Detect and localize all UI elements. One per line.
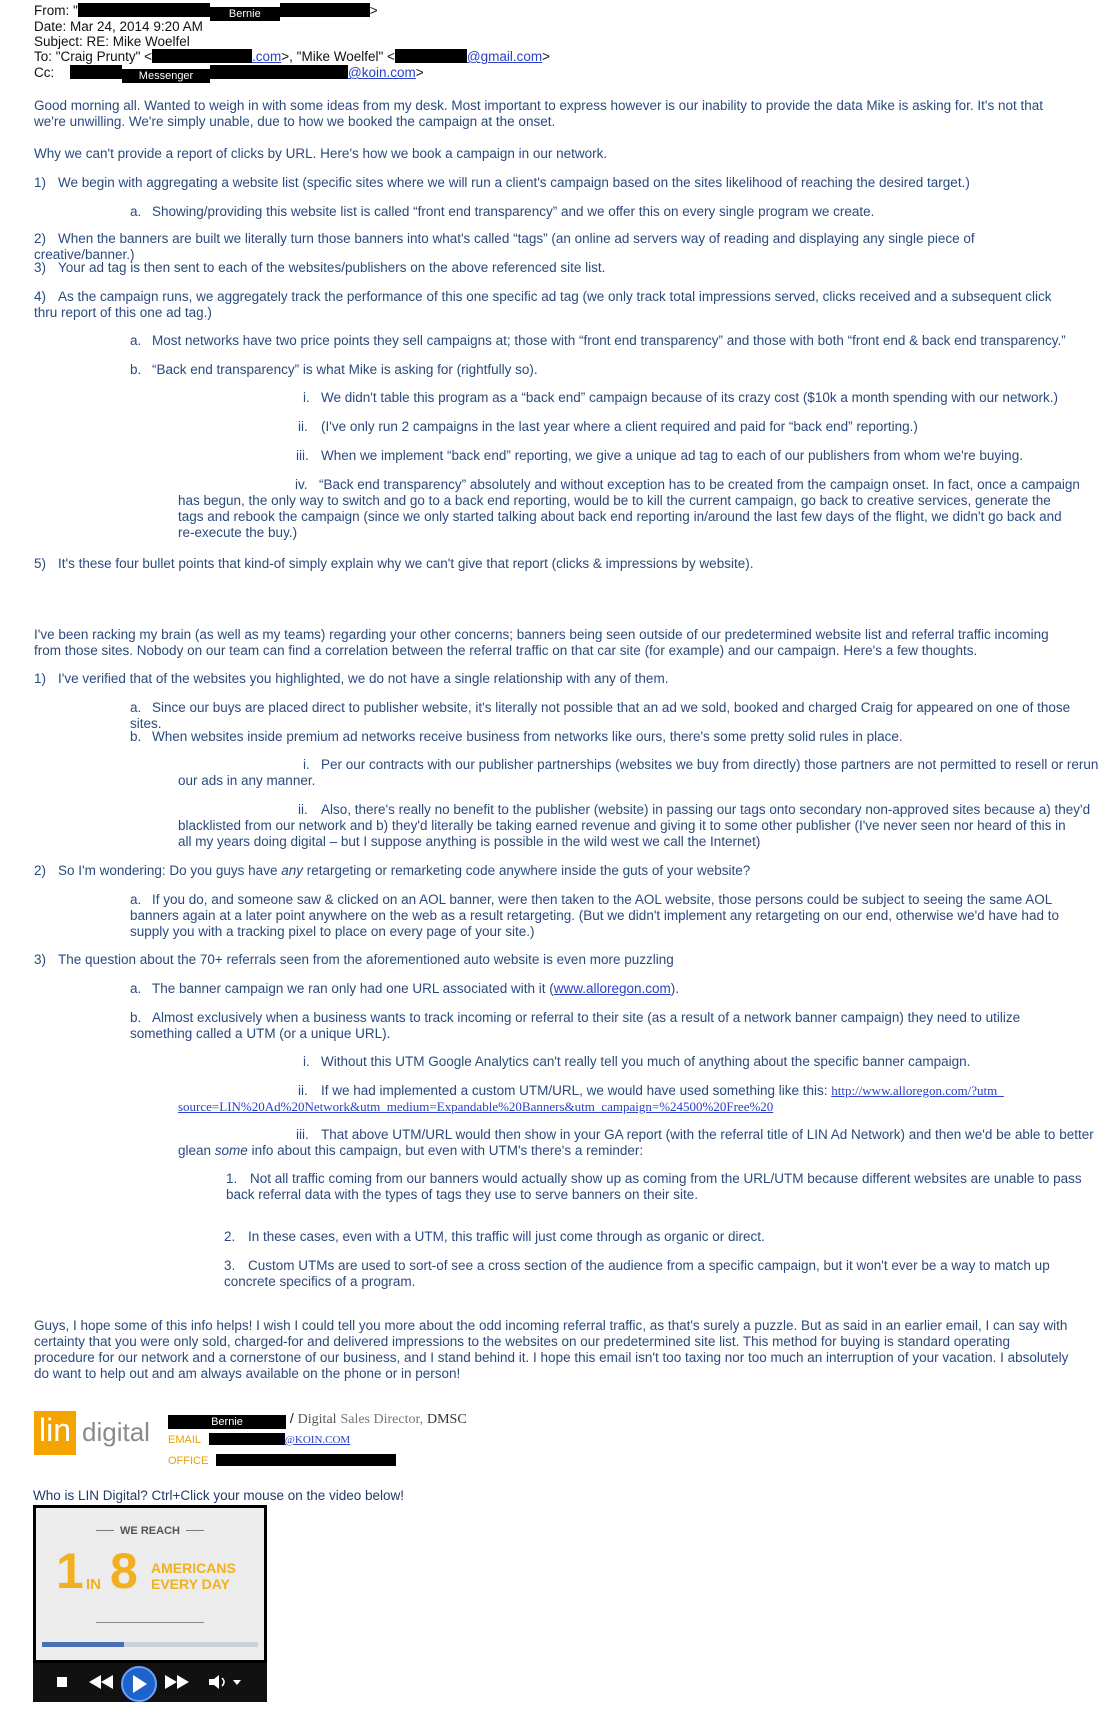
list-item: i. Without this UTM Google Analytics can't really tell you much of anything about the specific banner campaign.: [303, 1054, 971, 1069]
cc-email-link[interactable]: @koin.com: [348, 65, 416, 80]
list-item: 2) When the banners are built we literally turn those banners into what's called “tags” (an online ad servers way of reading and displaying any single piece of creative/banner.): [34, 231, 975, 262]
signature-email-row: EMAIL @KOIN.COM: [168, 1434, 351, 1446]
from-row: From: " Bernie >: [34, 3, 378, 20]
list-item: 1) We begin with aggregating a website list (specific sites where we will run a client's campaign based on the sites likelihood of reaching the desired target.): [34, 175, 970, 190]
cc-name: Messenger: [122, 69, 210, 83]
intro-paragraph: Good morning all. Wanted to weigh in with some ideas from my desk. Most important to express however is our inability to provide the data Mike is asking for. It's not that we're unwilling. We're simply unable, due to how we booked the campaign at the onset.: [34, 98, 1044, 129]
list-item: a. If you do, and someone saw & clicked on an AOL banner, were then taken to the AOL website, those persons could be subject to seeing the same AOL banners again at a later point anywhere on the web as a result retargeting. (But we didn't implement any retargeting on our end, otherwise we'd have had to supply you with a tracking pixel to place on every page of your site.): [130, 892, 1059, 939]
list-item-continuation: blacklisted from our network and b) they'd literally be taking earned revenue and giving it to some other publisher (I've never seen nor heard of this in all my years doing digital – but I suppose anything is possible in the wild west we call the Internet): [178, 818, 1066, 849]
racking-paragraph: I've been racking my brain (as well as my teams) regarding your other concerns; banners being seen outside of our predetermined website list and referral traffic incoming from those sites. Nobody on our team can find a correlation between the referral traffic on that car site (for example) and our campaign. Here's a few thoughts.: [34, 627, 1049, 658]
list-item: 1. Not all traffic coming from our banners would actually show up as coming from the URL/UTM because different websites are unable to pass back referral data with the types of tags they use to serve banners on their site.: [226, 1171, 1082, 1202]
redacted-block: [395, 49, 467, 63]
list-item: 4) As the campaign runs, we aggregately track the performance of this one specific ad tag (we only track total impressions served, clicks received and a subsequent click thru report of this one ad tag.): [34, 289, 1052, 320]
list-item: 2. In these cases, even with a UTM, this traffic will just come through as organic or direct.: [224, 1229, 765, 1244]
list-item: 3. Custom UTMs are used to sort-of see a cross section of the audience from a specific campaign, but it won't ever be a way to match up concrete specifics of a program.: [224, 1258, 1050, 1289]
utm-link-continued[interactable]: source=LIN%20Ad%20Network&utm_medium=Expandable%20Banners&utm_campaign=%24500%20Free%20: [178, 1099, 774, 1114]
redacted-block: [78, 3, 210, 17]
from-name: Bernie: [210, 7, 280, 21]
list-item: a. Since our buys are placed direct to publisher website, it's literally not possible that an ad we sold, booked and charged Craig for appeared on one of those sites.: [130, 700, 1071, 731]
list-item: a. Showing/providing this website list is called “front end transparency” and we offer this on every single program we create.: [130, 204, 875, 219]
signature-office-row: OFFICE: [168, 1452, 396, 1467]
list-item-continuation: our ads in any manner.: [178, 773, 316, 788]
signature-name: Bernie: [168, 1415, 286, 1429]
list-item: iii. That above UTM/URL would then show in your GA report (with the referral title of LIN Ad Network) and then we'd be able to better: [296, 1127, 1094, 1142]
list-item: 2) So I'm wondering: Do you guys have any retargeting or remarketing code anywhere inside the guts of your website?: [34, 863, 751, 878]
we-reach-text-wrap: WE REACH: [36, 1522, 264, 1537]
utm-link[interactable]: http://www.alloregon.com/?utm_: [831, 1083, 1004, 1098]
to-email-link-2[interactable]: @gmail.com: [466, 49, 543, 64]
list-item: i. Per our contracts with our publisher partnerships (websites we buy from directly) those partners are not permitted to resell or rerun: [303, 757, 1099, 772]
signature-title-row: Bernie / Digital Sales Director, DMSC: [168, 1410, 467, 1429]
why-paragraph: Why we can't provide a report of clicks by URL. Here's how we book a campaign in our network.: [34, 146, 608, 161]
alloregon-link[interactable]: www.alloregon.com: [553, 981, 671, 996]
subject-row: Subject: RE: Mike Woelfel: [34, 34, 190, 49]
redacted-block: [216, 1454, 396, 1466]
video-caption: Who is LIN Digital? Ctrl+Click your mouse on the video below!: [33, 1488, 405, 1503]
fast-forward-icon[interactable]: [165, 1675, 191, 1689]
redacted-block: [70, 65, 122, 79]
video-progress-fill: [42, 1642, 124, 1647]
list-item-continuation: [178, 1099, 773, 1115]
chevron-down-icon[interactable]: [233, 1680, 241, 1685]
play-button[interactable]: [121, 1666, 157, 1702]
list-item: iv. “Back end transparency” absolutely and without exception has to be created from the campaign onset. In fact, once a campaign: [295, 477, 1080, 492]
list-item: ii. (I've only run 2 campaigns in the last year where a client required and paid for “back end” reporting.): [298, 419, 918, 434]
divider: [96, 1622, 204, 1623]
lin-digital-logo: lin digital: [34, 1409, 154, 1459]
list-item: ii. If we had implemented a custom UTM/URL, we would have used something like this: http://www.alloregon.com/?utm_: [298, 1083, 1004, 1098]
video-player[interactable]: [33, 1505, 267, 1702]
closing-paragraph: Guys, I hope some of this info helps! I wish I could tell you more about the odd incoming referral traffic, as that's surely a puzzle. But as said in an earlier email, I can say with certainty that you were only sold, charged-for and delivered impressions to the websites on our predetermined site list. This method for buying is standard operating procedure for our network and a cornerstone of our business, and I stand behind it. I hope this email isn't too taxing nor too much an interruption of your vacation. I absolutely do want to help out and am always available on the phone or in person!: [34, 1318, 1069, 1381]
list-item-continuation: glean some info about this campaign, but even with UTM's there's a reminder:: [178, 1143, 644, 1158]
signature-email-link[interactable]: @KOIN.COM: [284, 1434, 351, 1446]
date-row: Date: Mar 24, 2014 9:20 AM: [34, 19, 203, 34]
list-item: iii. When we implement “back end” reporting, we give a unique ad tag to each of our publishers from whom we're buying.: [296, 448, 1023, 463]
volume-icon[interactable]: [209, 1675, 227, 1689]
rewind-icon[interactable]: [89, 1675, 115, 1689]
redacted-block: [209, 1433, 285, 1445]
list-item: 1) I've verified that of the websites you highlighted, we do not have a single relationship with any of them.: [34, 671, 669, 686]
list-item: 3) The question about the 70+ referrals seen from the aforementioned auto website is even more puzzling: [34, 952, 674, 967]
list-item: ii. Also, there's really no benefit to the publisher (website) in passing our tags onto secondary non-approved sites because a) they'd: [298, 802, 1091, 817]
list-item-continuation: has begun, the only way to switch and go to a back end reporting, would be to kill the current campaign, go back to creative services, generate the tags and rebook the campaign (since we only started talking about back end reporting in/around the last few days of the flight, we didn't go back and re-execute the buy.): [178, 493, 1062, 540]
list-item: b. When websites inside premium ad networks receive business from networks like ours, there's some pretty solid rules in place.: [130, 729, 903, 744]
to-email-link[interactable]: .com: [252, 49, 282, 64]
list-item: a. Most networks have two price points they sell campaigns at; those with “front end transparency” and those with both “front end & back end transparency.”: [130, 333, 1066, 348]
list-item: b. Almost exclusively when a business wants to track incoming or referral to their site (as a result of a network banner campaign) they need to utilize something called a UTM (or a unique URL).: [130, 1010, 1021, 1041]
list-item: a. The banner campaign we ran only had one URL associated with it (www.alloregon.com).: [130, 981, 680, 996]
play-icon: [133, 1675, 147, 1693]
video-frame[interactable]: WE REACH 1 IN 8 AMERICANS EVERY DAY: [36, 1508, 264, 1660]
redacted-block: [210, 65, 348, 79]
to-row: To: "Craig Prunty" < .com>, "Mike Woelfel" < @gmail.com>: [34, 49, 551, 64]
list-item: b. “Back end transparency” is what Mike is asking for (rightfully so).: [130, 362, 538, 377]
stop-icon[interactable]: [57, 1677, 67, 1687]
video-controls: [33, 1663, 267, 1702]
list-item: 3) Your ad tag is then sent to each of the websites/publishers on the above referenced site list.: [34, 260, 606, 275]
list-item: i. We didn't table this program as a “back end” campaign because of its crazy cost ($10k a month spending with our network.): [303, 390, 1058, 405]
video-progress-track[interactable]: [42, 1642, 258, 1647]
redacted-block: [152, 49, 252, 63]
cc-row: Cc: Messenger @koin.com>: [34, 65, 424, 82]
redacted-block: [280, 3, 370, 17]
list-item: 5) It's these four bullet points that kind-of simply explain why we can't give that report (clicks & impressions by website).: [34, 556, 754, 571]
